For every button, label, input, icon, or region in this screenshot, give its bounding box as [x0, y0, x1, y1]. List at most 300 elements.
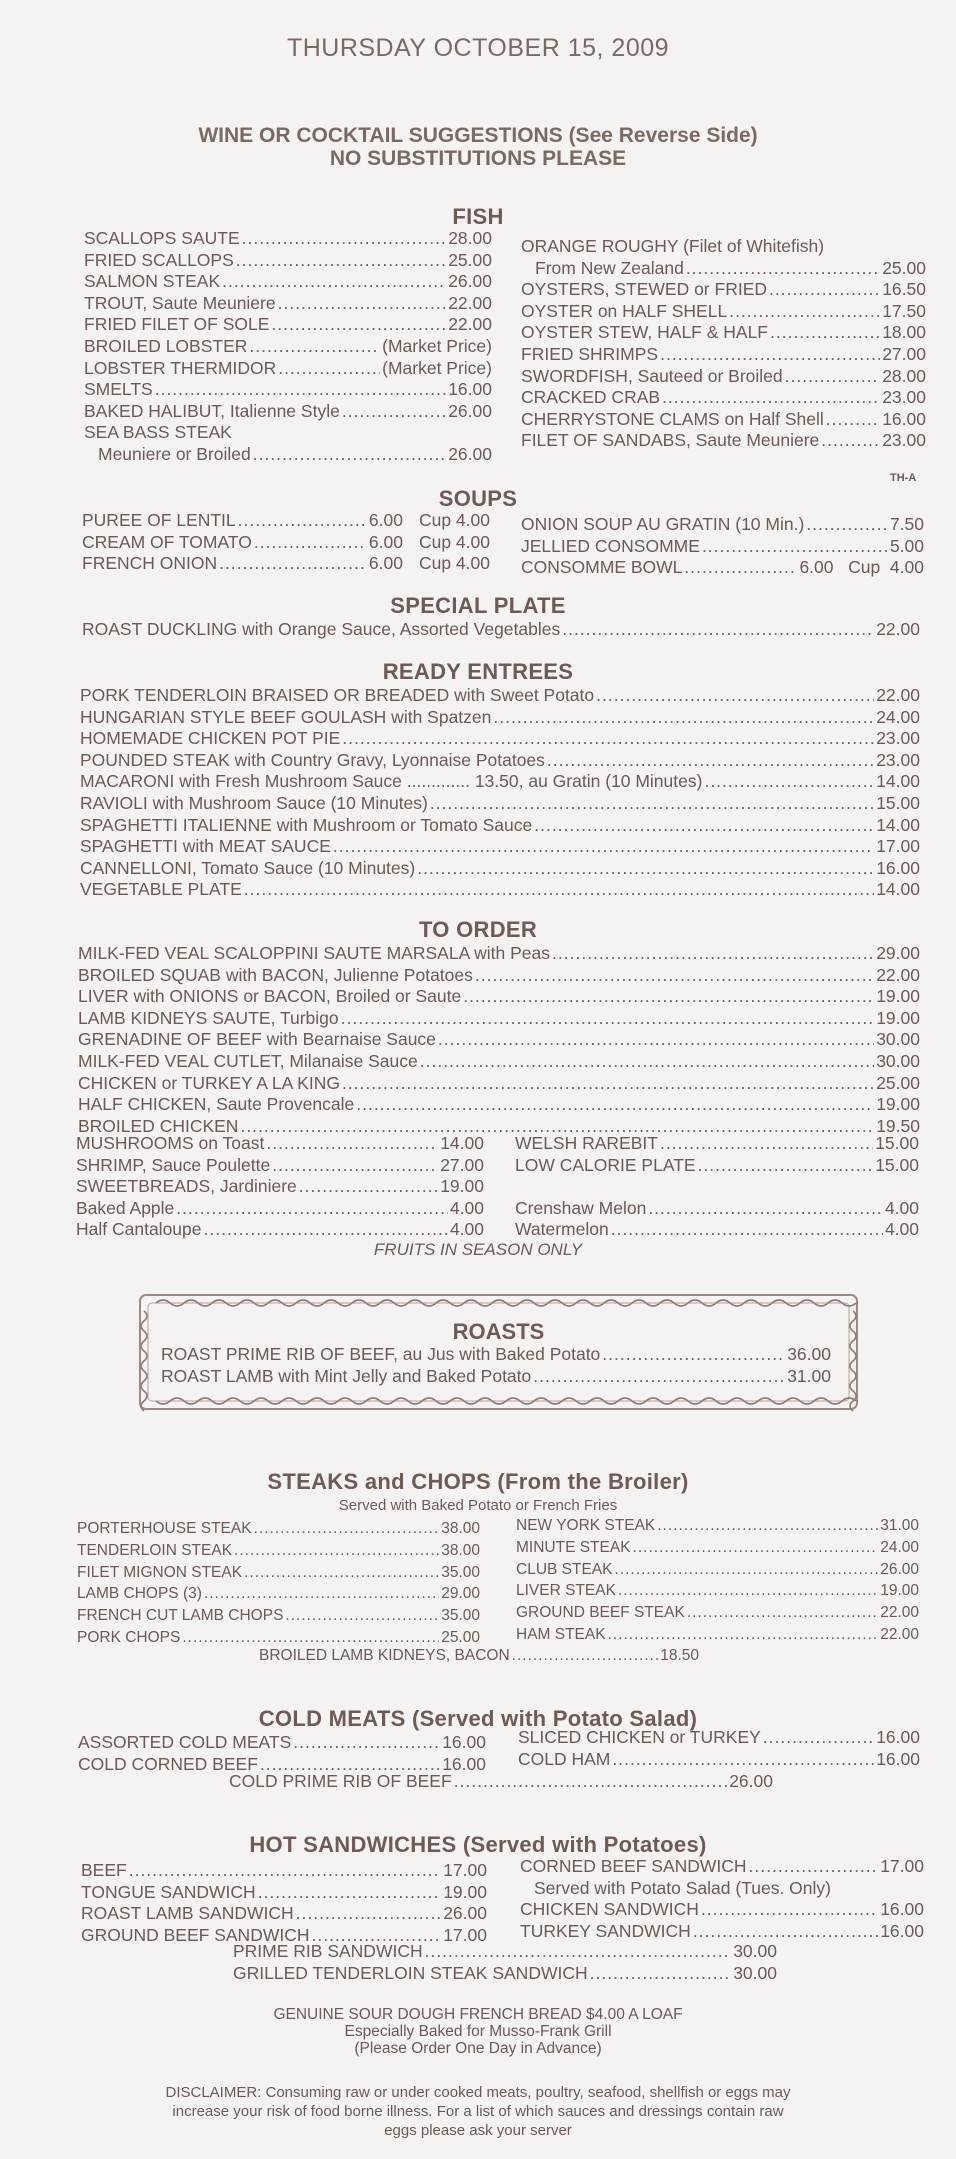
cold-right-list [518, 1727, 920, 1770]
hot-right-list [520, 1856, 924, 1942]
item-name: SHRIMP, Sauce Poulette [76, 1154, 271, 1175]
no-substitutions-line: NO SUBSTITUTIONS PLEASE [329, 147, 627, 170]
dot-leader [552, 943, 874, 965]
menu-item-row [80, 793, 920, 815]
menu-date: THURSDAY OCTOBER 15, 2009 [286, 34, 670, 62]
suggestions-header [0, 124, 956, 170]
dot-leader [770, 322, 880, 344]
steaks-subtitle: Served with Baked Potato or French Fries [338, 1497, 618, 1514]
dot-leader [633, 1537, 879, 1559]
item-name: MACARONI with Fresh Mushroom Sauce ............. 13.50, au Gratin (10 Minutes) [80, 771, 703, 792]
menu-item-row [521, 301, 926, 323]
item-price: 28.00 [882, 365, 926, 386]
item-price: 24.00 [880, 1538, 919, 1556]
item-price: 16.00 [880, 1920, 924, 1941]
dot-leader [687, 1602, 878, 1624]
menu-item-row [80, 771, 920, 793]
item-name: COLD CORNED BEEF [78, 1753, 258, 1774]
menu-item-row [521, 236, 926, 258]
dot-leader [249, 336, 380, 358]
hot-sandwiches-title: HOT SANDWICHES (Served with Potatoes) [249, 1832, 707, 1857]
item-name: HUNGARIAN STYLE BEEF GOULASH with Spatzen [80, 706, 492, 727]
item-price: (Market Price) [382, 357, 492, 378]
item-name: SALMON STEAK [84, 271, 221, 292]
menu-item-row [80, 858, 920, 880]
item-name: CREAM OF TOMATO [82, 531, 252, 552]
item-name: Half Cantaloupe [76, 1219, 202, 1240]
item-price: 19.00 [876, 1094, 920, 1115]
dot-leader [729, 301, 880, 323]
dot-leader [684, 557, 797, 579]
item-name: GRILLED TENDERLOIN STEAK SANDWICH [233, 1962, 588, 1983]
ready-entrees-title: READY ENTREES [382, 659, 574, 684]
menu-item-row [84, 228, 492, 250]
menu-item-row [80, 707, 920, 729]
item-price: 38.00 [441, 1541, 480, 1559]
item-name: LAMB KIDNEYS SAUTE, Turbigo [78, 1007, 339, 1028]
item-price: 16.00 [876, 857, 920, 878]
item-price: 28.00 [448, 228, 492, 248]
menu-item-row [515, 1198, 919, 1220]
item-name: ROAST DUCKLING with Orange Sauce, Assorted Vegetables [82, 619, 561, 639]
item-price: 17.00 [880, 1856, 924, 1876]
menu-item-row [161, 1344, 831, 1366]
fruits-note: FRUITS IN SEASON ONLY [373, 1240, 583, 1259]
dot-leader [333, 836, 874, 858]
dot-leader [296, 1903, 442, 1925]
roasts-box [126, 1287, 871, 1417]
item-name: FILET MIGNON STEAK [77, 1563, 243, 1581]
item-name: SEA BASS STEAK [84, 422, 232, 443]
item-name: Baked Apple [76, 1197, 175, 1218]
item-name: FRENCH CUT LAMB CHOPS [77, 1607, 284, 1625]
dot-leader [701, 1899, 878, 1921]
menu-item-row [518, 1727, 920, 1749]
item-price: 16.00 [876, 1727, 920, 1747]
menu-item-row [521, 430, 926, 452]
menu-item-row [161, 1366, 831, 1388]
dot-leader [657, 1515, 878, 1537]
disclaimer-line-2: increase your risk of food borne illness. For a list of which sauces and dressings contain raw [172, 2103, 784, 2120]
menu-item-row [82, 619, 920, 641]
item-name: POUNDED STEAK with Country Gravy, Lyonnaise Potatoes [80, 749, 545, 770]
item-price: 30.00 [876, 1050, 920, 1071]
special-plate-title: SPECIAL PLATE [390, 593, 566, 618]
menu-item-row [233, 1963, 777, 1985]
item-name: LOW CALORIE PLATE [515, 1154, 696, 1175]
item-price: 4.00 [449, 1219, 484, 1240]
dot-leader [702, 536, 888, 558]
to-order-title: TO ORDER [418, 917, 538, 942]
dot-leader [693, 1921, 878, 1943]
dot-leader [533, 1366, 785, 1388]
menu-item-row [84, 444, 492, 466]
item-name: TONGUE SANDWICH [81, 1881, 256, 1902]
hot-left-list [81, 1860, 487, 1946]
item-name: MILK-FED VEAL SCALOPPINI SAUTE MARSALA with Peas [78, 943, 551, 963]
menu-item-row [515, 1176, 919, 1198]
menu-item-row [77, 1605, 480, 1627]
menu-item-row [233, 1941, 777, 1963]
item-price: 17.00 [876, 836, 920, 857]
dot-leader [614, 1559, 878, 1581]
dot-leader [222, 271, 446, 293]
menu-item-row [515, 1133, 919, 1155]
dot-leader [660, 1133, 873, 1155]
item-name: BROILED LOBSTER [84, 335, 248, 356]
ready-entrees-list [80, 685, 920, 901]
item-name: MINUTE STEAK [516, 1538, 631, 1556]
item-name: CANNELLONI, Tomato Sauce (10 Minutes) [80, 857, 416, 878]
menu-item-row [78, 986, 920, 1008]
menu-item-row [76, 1198, 484, 1220]
menu-item-row [516, 1515, 919, 1537]
item-name: WELSH RAREBIT [515, 1133, 658, 1153]
dot-leader [417, 858, 874, 880]
cup-price: Cup 4.00 [418, 510, 490, 530]
item-price: 14.00 [876, 814, 920, 835]
dot-leader [648, 1198, 883, 1220]
menu-item-row [81, 1882, 487, 1904]
menu-item-row [516, 1537, 919, 1559]
menu-item-row [521, 258, 926, 280]
item-name: JELLIED CONSOMME [521, 535, 700, 556]
item-name: MUSHROOMS on Toast [76, 1133, 265, 1153]
item-price: 29.00 [441, 1585, 480, 1603]
item-price: 23.00 [876, 749, 920, 770]
menu-item-row [520, 1921, 924, 1943]
dot-leader [430, 793, 874, 815]
menu-item-row [84, 336, 492, 358]
menu-item-row [80, 728, 920, 750]
dot-leader [463, 986, 874, 1008]
item-price: 25.00 [882, 257, 926, 278]
item-price: 26.00 [448, 400, 492, 421]
menu-item-row [78, 1073, 920, 1095]
disclaimer-line-3: eggs please ask your server [384, 2122, 572, 2139]
dot-leader [704, 771, 874, 793]
item-name: LAMB CHOPS (3) [77, 1585, 202, 1603]
item-price: 5.00 [889, 535, 924, 556]
menu-item-row [521, 409, 926, 431]
menu-item-row [77, 1540, 480, 1562]
menu-item-row [516, 1580, 919, 1602]
item-name: OYSTER STEW, HALF & HALF [521, 322, 768, 343]
hot-center-list [233, 1941, 777, 1984]
item-price: 14.00 [876, 879, 920, 900]
item-name: HALF CHICKEN, Saute Provencale [78, 1094, 355, 1115]
menu-item-row [84, 314, 492, 336]
item-price: 16.00 [448, 379, 492, 400]
item-price: 19.00 [876, 986, 920, 1007]
item-name: ROAST PRIME RIB OF BEEF, au Jus with Baked Potato [161, 1344, 601, 1364]
item-name: PRIME RIB SANDWICH [233, 1941, 423, 1961]
item-name: MILK-FED VEAL CUTLET, Milanaise Sauce [78, 1050, 418, 1071]
dot-leader [219, 553, 367, 575]
item-name: FILET OF SANDABS, Saute Meuniere [521, 430, 820, 451]
steaks-left-list [77, 1518, 480, 1649]
dot-leader [806, 514, 888, 536]
dot-leader [660, 344, 880, 366]
item-price: 6.00 [368, 553, 403, 574]
menu-item-row [521, 366, 926, 388]
item-price: 14.00 [440, 1133, 484, 1153]
menu-item-row [77, 1583, 480, 1605]
item-price: 23.00 [882, 387, 926, 408]
cup-price: Cup 4.00 [418, 553, 490, 574]
dot-leader [204, 1219, 448, 1241]
menu-item-row [76, 1155, 484, 1177]
disclaimer-line-1: DISCLAIMER: Consuming raw or under cooked meats, poultry, seafood, shellfish or eggs may [165, 2084, 791, 2101]
dot-leader [341, 1008, 875, 1030]
menu-item-row [78, 1051, 920, 1073]
item-name: ROAST LAMB SANDWICH [81, 1903, 294, 1924]
item-price: 29.00 [876, 943, 920, 963]
item-price: 27.00 [440, 1154, 484, 1175]
item-name: Crenshaw Melon [515, 1197, 647, 1218]
dot-leader [129, 1860, 441, 1882]
item-price: 25.00 [441, 1628, 480, 1646]
menu-item-row [81, 1903, 487, 1925]
item-price: 26.00 [448, 443, 492, 464]
item-price: 16.00 [880, 1899, 924, 1920]
dot-leader [618, 1580, 878, 1602]
cold-center-item [229, 1771, 773, 1793]
item-name: TROUT, Saute Meuniere [84, 292, 276, 313]
item-price: 16.50 [882, 279, 926, 300]
dot-leader [293, 1732, 440, 1754]
menu-item-row [80, 879, 920, 901]
dot-leader [299, 1176, 438, 1198]
dot-leader [826, 409, 880, 431]
item-name: HAM STEAK [516, 1625, 606, 1643]
menu-item-row [84, 422, 492, 444]
bread-line-1: GENUINE SOUR DOUGH FRENCH BREAD $4.00 A LOAF [273, 2006, 683, 2023]
item-price: 22.00 [876, 964, 920, 985]
item-name: HOMEMADE CHICKEN POT PIE [80, 728, 341, 749]
item-price: 7.50 [889, 514, 924, 534]
menu-item-row [78, 1008, 920, 1030]
menu-item-row [81, 1860, 487, 1882]
dot-leader [749, 1856, 879, 1878]
item-price: 22.00 [880, 1604, 919, 1622]
item-price: 19.00 [876, 1007, 920, 1028]
item-price: 17.00 [443, 1924, 487, 1945]
item-name: CORNED BEEF SANDWICH [520, 1856, 747, 1876]
to-order-right-list [515, 1133, 919, 1241]
fish-right-list [521, 236, 926, 452]
item-price: 15.00 [875, 1154, 919, 1175]
dot-leader [596, 685, 874, 707]
item-name: SPAGHETTI ITALIENNE with Mushroom or Tomato Sauce [80, 814, 533, 835]
bread-line-3: (Please Order One Day in Advance) [354, 2040, 602, 2057]
item-price: 16.00 [876, 1748, 920, 1769]
item-price: 22.00 [880, 1625, 919, 1643]
item-name: RAVIOLI with Mushroom Sauce (10 Minutes) [80, 792, 428, 813]
menu-item-row [76, 1176, 484, 1198]
item-name: SPAGHETTI with MEAT SAUCE [80, 836, 331, 857]
item-price: 19.00 [440, 1176, 484, 1197]
item-name: BROILED LAMB KIDNEYS, BACON [259, 1647, 510, 1664]
item-price: 14.00 [876, 771, 920, 792]
item-price: 4.00 [884, 1197, 919, 1218]
menu-item-row [520, 1899, 924, 1921]
dot-leader [608, 1624, 879, 1646]
menu-item-row [84, 379, 492, 401]
bread-line-2: Especially Baked for Musso-Frank Grill [344, 2023, 612, 2040]
steaks-center-item [259, 1645, 699, 1667]
item-price: 6.00 [368, 510, 403, 530]
menu-item-row [80, 685, 920, 707]
item-name: PORTERHOUSE STEAK [77, 1520, 252, 1537]
menu-item-row [84, 293, 492, 315]
item-price: 36.00 [787, 1344, 831, 1364]
dot-leader [475, 965, 874, 987]
dot-leader [236, 250, 446, 272]
item-name: COLD PRIME RIB OF BEEF [229, 1771, 452, 1791]
fish-left-list [84, 228, 492, 466]
item-name: VEGETABLE PLATE [80, 879, 242, 900]
item-name: LIVER STEAK [516, 1582, 616, 1600]
item-price: 31.00 [787, 1365, 831, 1386]
dot-leader [534, 815, 874, 837]
dot-leader [698, 1155, 874, 1177]
dot-leader [238, 510, 367, 532]
item-price: 35.00 [441, 1607, 480, 1625]
menu-item-row [78, 1732, 486, 1754]
dot-leader [590, 1963, 732, 1985]
menu-item-row [84, 401, 492, 423]
item-price: 30.00 [876, 1029, 920, 1050]
item-name: PUREE OF LENTIL [82, 510, 236, 530]
soups-left-list [82, 510, 490, 575]
menu-item-row [80, 750, 920, 772]
dot-leader [258, 1882, 442, 1904]
item-name: PORK CHOPS [77, 1628, 181, 1646]
item-price: 6.00 Cup 4.00 [799, 557, 924, 578]
item-price: 22.00 [448, 292, 492, 313]
dot-leader [763, 1727, 874, 1749]
item-name: TURKEY SANDWICH [520, 1920, 691, 1941]
item-name: FRIED SCALLOPS [84, 249, 234, 270]
item-name: FRENCH ONION [82, 553, 218, 574]
to-order-left-list [76, 1133, 484, 1241]
to-order-list [78, 943, 920, 1137]
dot-leader [602, 1344, 785, 1366]
menu-item-row [515, 1155, 919, 1177]
dot-leader [512, 1645, 659, 1667]
item-name: OYSTER on HALF SHELL [521, 300, 728, 321]
menu-item-row [82, 532, 490, 554]
dot-leader [253, 444, 446, 466]
dot-leader [278, 358, 380, 380]
item-price: 19.50 [876, 1115, 920, 1136]
item-name: CHERRYSTONE CLAMS on Half Shell [521, 408, 824, 429]
item-price: 4.00 [449, 1197, 484, 1218]
dot-leader [438, 1029, 874, 1051]
menu-item-row [516, 1602, 919, 1624]
dot-leader [547, 750, 874, 772]
roasts-title: ROASTS [452, 1319, 545, 1344]
dot-leader [425, 1941, 732, 1963]
dot-leader [769, 279, 880, 301]
dot-leader [278, 293, 447, 315]
menu-code: TH-A [890, 472, 917, 484]
menu-item-row [80, 836, 920, 858]
menu-item-row [78, 1029, 920, 1051]
menu-item-row [77, 1518, 480, 1540]
item-name: BROILED SQUAB with BACON, Julienne Potatoes [78, 964, 473, 985]
item-price: 19.00 [880, 1582, 919, 1600]
soups-title: SOUPS [438, 486, 518, 511]
dot-leader [612, 1749, 874, 1771]
menu-item-row [520, 1878, 924, 1900]
menu-item-row [229, 1771, 773, 1793]
item-name: LOBSTER THERMIDOR [84, 357, 277, 378]
item-name: SLICED CHICKEN or TURKEY [518, 1727, 761, 1747]
item-name: Watermelon [515, 1219, 609, 1240]
item-name: TENDERLOIN STEAK [77, 1541, 233, 1559]
item-price: 26.00 [729, 1771, 773, 1791]
menu-item-row [76, 1219, 484, 1241]
item-name: BROILED CHICKEN [78, 1115, 239, 1136]
item-name: Meuniere or Broiled [98, 443, 251, 464]
item-price: 25.00 [876, 1072, 920, 1093]
item-price: 26.00 [443, 1903, 487, 1924]
dot-leader [356, 1094, 874, 1116]
item-price: 6.00 [368, 531, 403, 552]
item-price: 15.00 [875, 1133, 919, 1153]
menu-item-row [515, 1219, 919, 1241]
dot-leader [244, 1562, 439, 1584]
item-name: Served with Potato Salad (Tues. Only) [534, 1877, 831, 1898]
item-price: 25.00 [448, 249, 492, 270]
fish-title: FISH [452, 204, 504, 229]
item-price: 27.00 [882, 343, 926, 364]
item-price: 17.50 [882, 300, 926, 321]
item-price: 18.00 [882, 322, 926, 343]
item-name: SWORDFISH, Sauteed or Broiled [521, 365, 783, 386]
item-price: 30.00 [733, 1962, 777, 1983]
menu-item-row [82, 510, 490, 532]
disclaimer [0, 2083, 956, 2140]
item-price: 23.00 [876, 728, 920, 749]
wine-suggestions-line: WINE OR COCKTAIL SUGGESTIONS (See Reverse Side) [198, 124, 758, 147]
item-name: CHICKEN SANDWICH [520, 1899, 699, 1920]
menu-item-row [521, 279, 926, 301]
bread-note [0, 2006, 956, 2057]
item-price: (Market Price) [382, 335, 492, 356]
item-name: SMELTS [84, 379, 153, 400]
dot-leader [266, 1133, 438, 1155]
item-name: CRACKED CRAB [521, 387, 661, 408]
menu-item-row [84, 250, 492, 272]
menu-item-row [84, 358, 492, 380]
item-name: ASSORTED COLD MEATS [78, 1732, 292, 1752]
dot-leader [244, 879, 874, 901]
item-name: GROUND BEEF SANDWICH [81, 1924, 310, 1945]
menu-item-row [516, 1559, 919, 1581]
roasts-list [161, 1344, 831, 1387]
item-price: 22.00 [876, 619, 920, 639]
steaks-title: STEAKS and CHOPS (From the Broiler) [267, 1469, 689, 1494]
dot-leader [785, 366, 881, 388]
menu-item-row [521, 344, 926, 366]
menu-item-row [77, 1562, 480, 1584]
item-price: 26.00 [880, 1560, 919, 1578]
item-price: 4.00 [884, 1219, 919, 1240]
dot-leader [242, 228, 447, 250]
